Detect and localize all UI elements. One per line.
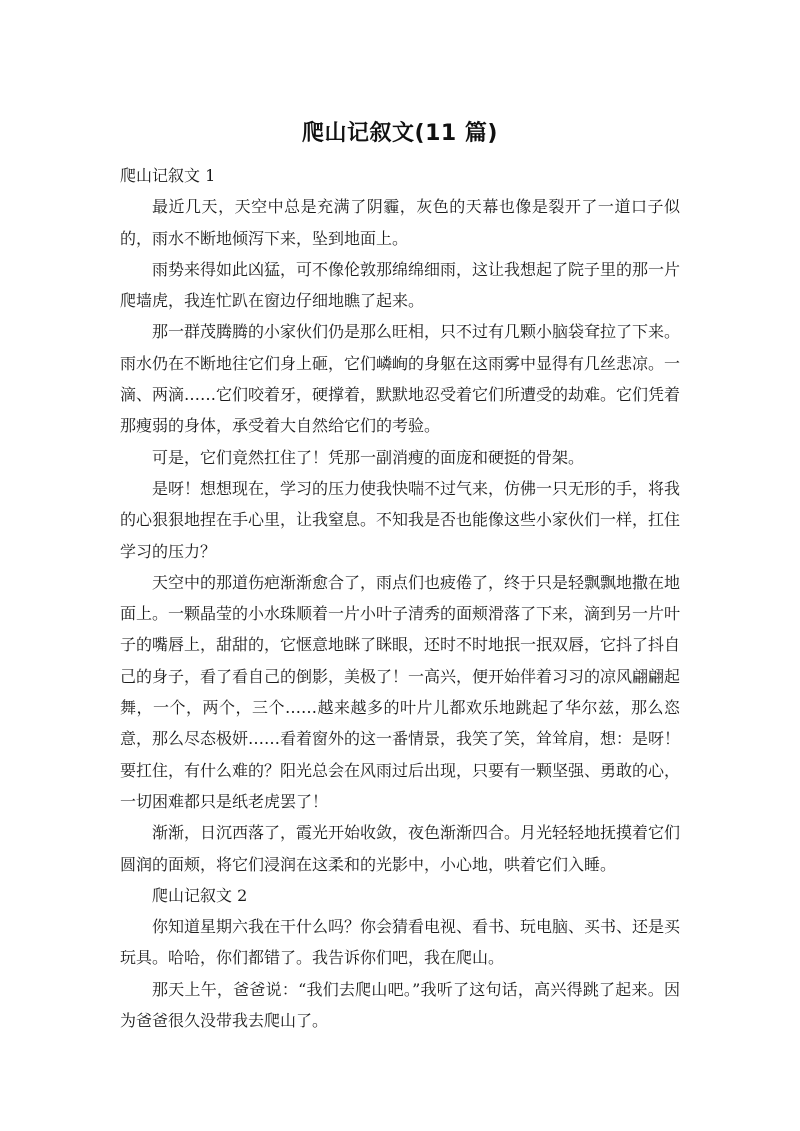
paragraph: 那一群茂腾腾的小家伙们仍是那么旺相，只不过有几颗小脑袋耷拉了下来。雨水仍在不断地往它们身上砸，它们嶙峋的身躯在这雨雾中显得有几丝悲凉。一滴、两滴……它们咬着牙，硬撑着，默默地忍受着它们所遭受的劫难。它们凭着那瘦弱的身体，承受着大自然给它们的考验。: [120, 322, 681, 436]
document-body: [120, 160, 680, 1036]
paragraph: 雨势来得如此凶猛，可不像伦敦那绵绵细雨，这让我想起了院子里的那一片爬墙虎，我连忙趴在窗边仔细地瞧了起来。: [120, 259, 681, 311]
paragraph: 渐渐，日沉西落了，霞光开始收敛，夜色渐渐四合。月光轻轻地抚摸着它们圆润的面颊，将它们浸润在这柔和的光影中，小心地，哄着它们入睡。: [120, 823, 681, 874]
paragraph: 那天上午，爸爸说：“我们去爬山吧。”我听了这句话，高兴得跳了起来。因为爸爸很久没带我去爬山了。: [120, 979, 680, 1031]
section-heading-1: 爬山记叙文 1: [120, 166, 216, 185]
paragraph: 可是，它们竟然扛住了！凭那一副消瘦的面庞和硬挺的骨架。: [152, 447, 585, 467]
section-heading-2: 爬山记叙文 2: [152, 885, 248, 905]
paragraph: 你知道星期六我在干什么吗？你会猜看电视、看书、玩电脑、买书、还是买玩具。哈哈，你们都错了。我告诉你们吧，我在爬山。: [120, 917, 681, 968]
paragraph: 天空中的那道伤疤渐渐愈合了，雨点们也疲倦了，终于只是轻飘飘地撒在地面上。一颗晶莹的小水珠顺着一片小叶子清秀的面颊滑落了下来，滴到另一片叶子的嘴唇上，甜甜的，它惬意地眯了眯眼，还时不时地抿一抿双唇，它抖了抖自己的身子，看了看自己的倒影，美极了！一高兴，便开始伴着习习的凉风翩翩起舞，一个，两个，三个……越来越多的叶片儿都欢乐地跳起了华尔兹，那么恣意，那么尽态极妍……看着窗外的这一番情景，我笑了笑，耸耸肩，想：是呀！要扛住，有什么难的？阳光总会在风雨过后出现，只要有一颗坚强、勇敢的心，一切困难都只是纸老虎罢了！: [120, 572, 681, 811]
document-title: 爬山记叙文(11 篇): [302, 121, 498, 146]
paragraph: 是呀！想想现在，学习的压力使我快喘不过气来，仿佛一只无形的手，将我的心狠狠地捏在手心里，让我窒息。不知我是否也能像这些小家伙们一样，扛住学习的压力？: [120, 478, 681, 561]
paragraph: 最近几天，天空中总是充满了阴霾，灰色的天幕也像是裂开了一道口子似的，雨水不断地倾泻下来，坠到地面上。: [120, 197, 680, 248]
